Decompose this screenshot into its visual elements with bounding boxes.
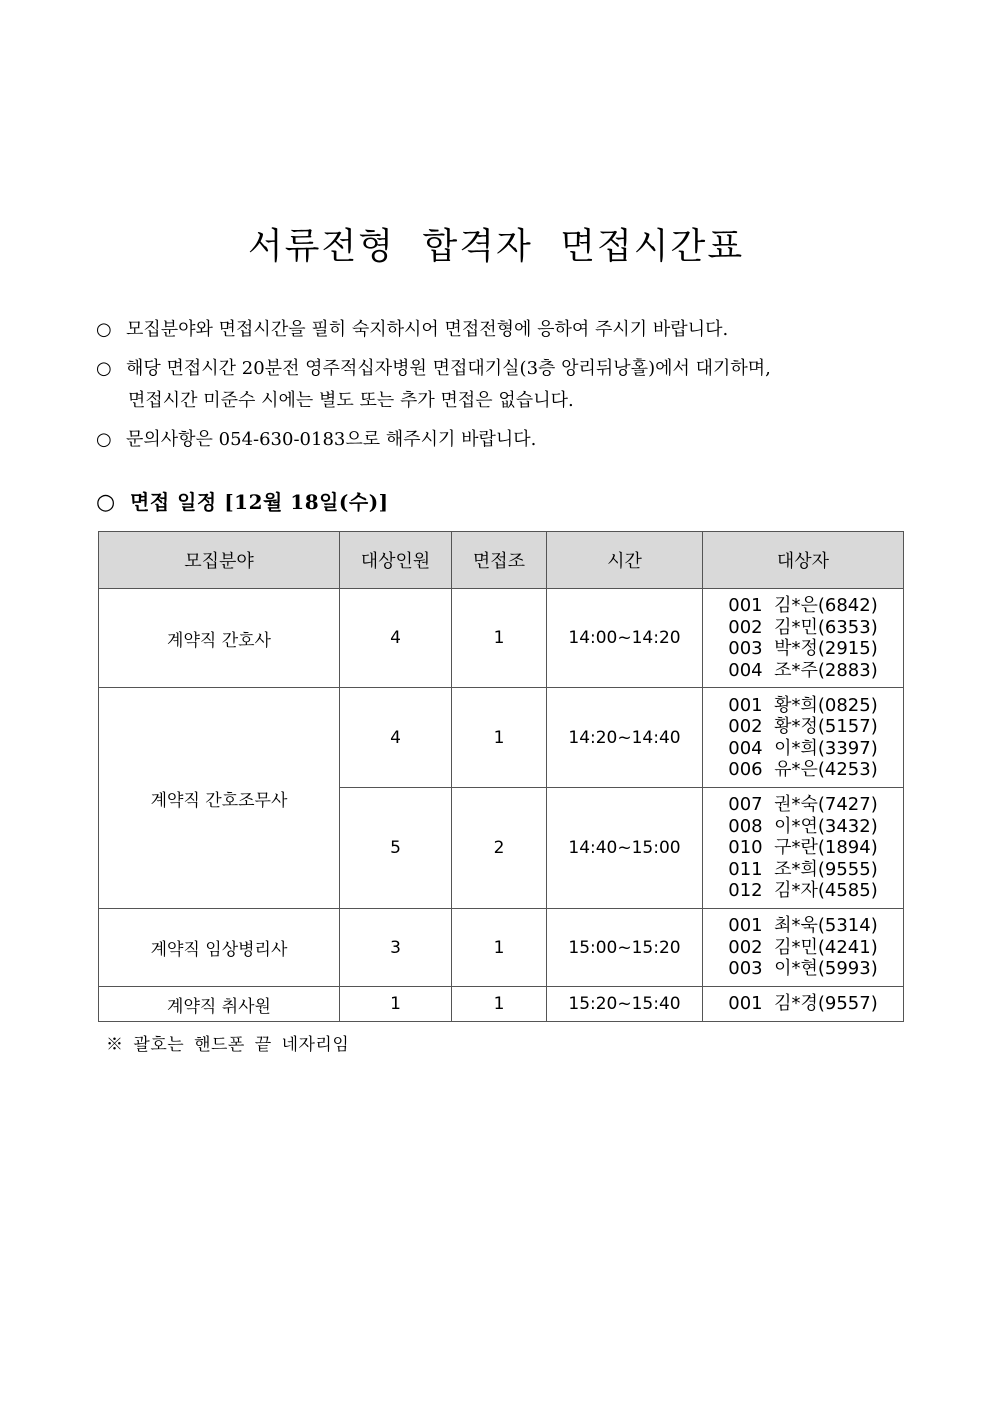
table-row — [99, 589, 904, 688]
time-cell: 14:20~14:40 — [547, 688, 703, 788]
table-row — [99, 688, 904, 788]
time-cell: 15:20~15:40 — [547, 987, 703, 1022]
person-entry: 011 조*희(9555) — [728, 858, 878, 880]
person-entry: 010 구*란(1894) — [728, 837, 878, 859]
field-cell: 계약직 간호사 — [99, 589, 340, 688]
people-list — [728, 695, 877, 781]
notice-text: 해당 면접시간 20분전 영주적십자병원 면접대기실(3층 앙리뒤낭홀)에서 대기하며, — [126, 358, 771, 379]
page-title: 서류전형 합격자 면접시간표 — [247, 226, 745, 267]
notice-item — [96, 424, 902, 456]
group-cell: 1 — [452, 688, 547, 788]
group-cell: 2 — [452, 788, 547, 909]
person-entry: 001 김*경(9557) — [728, 993, 878, 1015]
person-entry: 012 김*자(4585) — [728, 880, 878, 902]
notice-text-continued: 면접시간 미준수 시에는 별도 또는 추가 면접은 없습니다. — [128, 390, 574, 411]
person-entry: 003 이*현(5993) — [728, 958, 878, 980]
table-row — [99, 909, 904, 987]
count-cell: 4 — [340, 589, 452, 688]
column-header-group: 면접조 — [452, 532, 547, 589]
people-list — [728, 794, 877, 902]
column-header-field: 모집분야 — [99, 532, 340, 589]
group-cell: 1 — [452, 909, 547, 987]
schedule-table — [98, 531, 904, 1022]
people-list — [728, 915, 877, 980]
count-cell: 1 — [340, 987, 452, 1022]
person-entry: 007 권*숙(7427) — [728, 794, 878, 816]
people-cell — [703, 589, 904, 688]
column-header-people: 대상자 — [703, 532, 904, 589]
time-cell: 14:00~14:20 — [547, 589, 703, 688]
count-cell: 5 — [340, 788, 452, 909]
person-entry: 004 조*주(2883) — [728, 659, 878, 681]
people-cell — [703, 987, 904, 1022]
person-entry: 003 박*정(2915) — [728, 638, 878, 659]
notice-item — [96, 353, 902, 417]
circle-bullet-icon: ○ — [96, 490, 116, 515]
table-row — [99, 987, 904, 1022]
column-header-time: 시간 — [547, 532, 703, 589]
count-cell: 3 — [340, 909, 452, 987]
person-entry: 001 김*은(6842) — [728, 595, 878, 616]
person-entry: 004 이*희(3397) — [728, 737, 878, 759]
people-list — [728, 595, 877, 681]
notice-text: 모집분야와 면접시간을 필히 숙지하시어 면접전형에 응하여 주시기 바랍니다. — [126, 319, 729, 340]
person-entry: 002 황*정(5157) — [728, 716, 878, 737]
circle-bullet-icon: ○ — [96, 358, 112, 379]
people-cell — [703, 909, 904, 987]
schedule-heading — [96, 486, 389, 515]
person-entry: 002 김*민(6353) — [728, 616, 878, 638]
time-cell: 14:40~15:00 — [547, 788, 703, 909]
person-entry: 006 유*은(4253) — [728, 759, 878, 780]
person-entry: 002 김*민(4241) — [728, 936, 878, 958]
person-entry: 008 이*연(3432) — [728, 815, 878, 837]
table-header-row — [99, 532, 904, 589]
count-cell: 4 — [340, 688, 452, 788]
field-cell: 계약직 임상병리사 — [99, 909, 340, 987]
people-cell — [703, 788, 904, 909]
schedule-heading-text: 면접 일정 [12월 18일(수)] — [130, 490, 389, 514]
people-list — [728, 993, 877, 1015]
column-header-count: 대상인원 — [340, 532, 452, 589]
person-entry: 001 최*욱(5314) — [728, 915, 878, 937]
field-cell: 계약직 간호조무사 — [99, 688, 340, 909]
circle-bullet-icon: ○ — [96, 319, 112, 340]
notice-item — [96, 314, 902, 346]
field-cell: 계약직 취사원 — [99, 987, 340, 1022]
time-cell: 15:00~15:20 — [547, 909, 703, 987]
group-cell: 1 — [452, 987, 547, 1022]
footnote: ※ 괄호는 핸드폰 끝 네자리임 — [106, 1035, 350, 1055]
people-cell — [703, 688, 904, 788]
notice-text: 문의사항은 054-630-0183으로 해주시기 바랍니다. — [126, 429, 537, 450]
group-cell: 1 — [452, 589, 547, 688]
circle-bullet-icon: ○ — [96, 429, 112, 450]
person-entry: 001 황*희(0825) — [728, 694, 878, 716]
